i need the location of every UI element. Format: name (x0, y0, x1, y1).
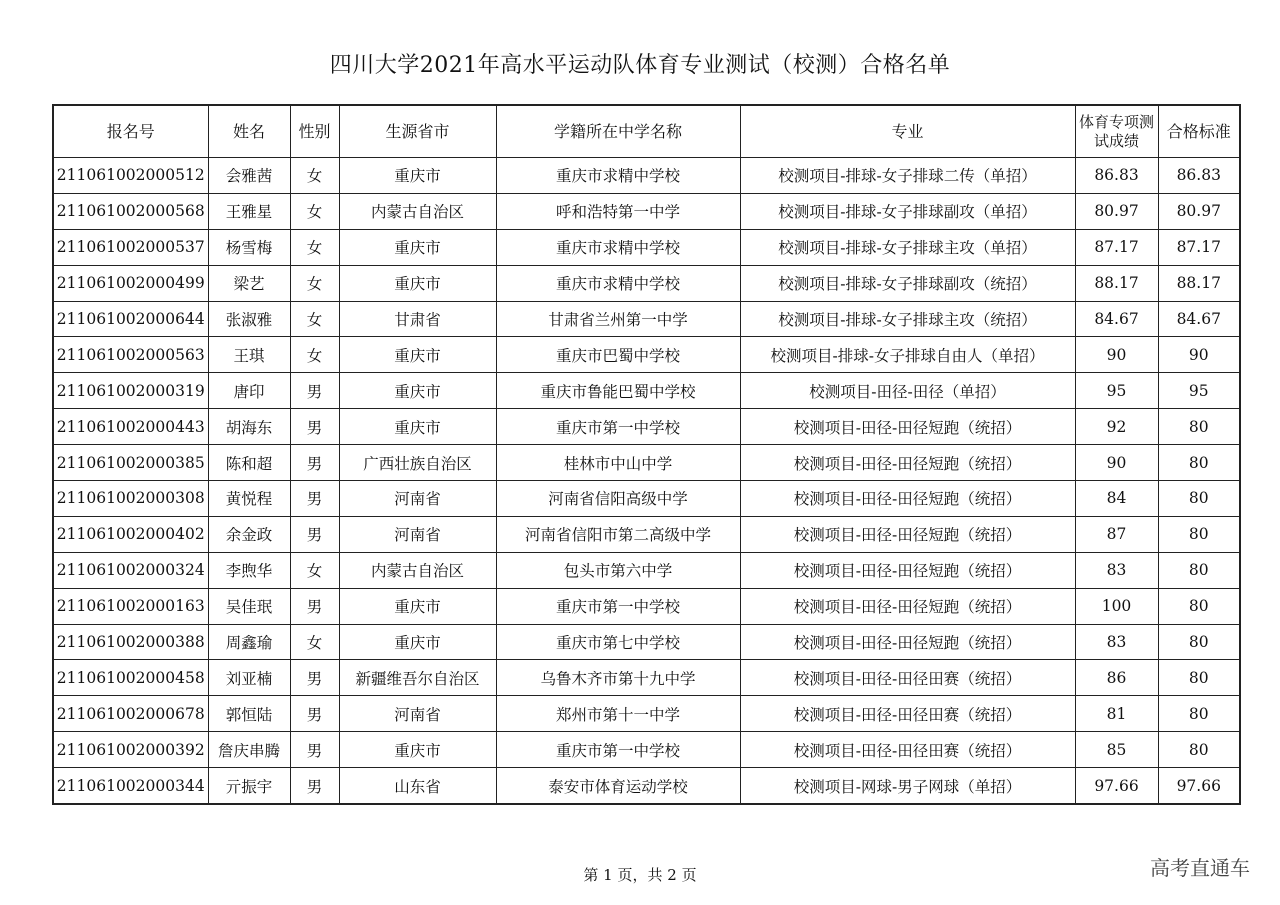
province-cell: 重庆市 (339, 373, 496, 409)
name-cell: 王琪 (208, 337, 290, 373)
gender-cell: 女 (290, 229, 339, 265)
school-cell: 重庆市第七中学校 (496, 624, 740, 660)
registration-number-cell: 211061002000308 (53, 481, 208, 517)
table-row (53, 337, 1240, 373)
gender-cell: 男 (290, 696, 339, 732)
registration-number-cell: 211061002000678 (53, 696, 208, 732)
registration-number-cell: 211061002000443 (53, 409, 208, 445)
gender-cell: 女 (290, 301, 339, 337)
header-test-score: 体育专项测试成绩 (1075, 105, 1158, 158)
registration-number-cell: 211061002000568 (53, 193, 208, 229)
province-cell: 重庆市 (339, 229, 496, 265)
table-header-row (53, 105, 1240, 158)
table-row (53, 265, 1240, 301)
qualifying-standard-cell: 88.17 (1158, 265, 1240, 301)
qualifying-standard-cell: 80 (1158, 696, 1240, 732)
qualifying-standard-cell: 80 (1158, 624, 1240, 660)
test-score-cell: 87 (1075, 516, 1158, 552)
gender-cell: 男 (290, 588, 339, 624)
major-cell: 校测项目-田径-田径短跑（统招） (740, 552, 1075, 588)
name-cell: 郭恒陆 (208, 696, 290, 732)
province-cell: 河南省 (339, 696, 496, 732)
name-cell: 陈和超 (208, 445, 290, 481)
table-row (53, 158, 1240, 194)
registration-number-cell: 211061002000563 (53, 337, 208, 373)
school-cell: 重庆市求精中学校 (496, 158, 740, 194)
qualifying-standard-cell: 80.97 (1158, 193, 1240, 229)
table-row (53, 732, 1240, 768)
test-score-cell: 80.97 (1075, 193, 1158, 229)
gender-cell: 男 (290, 409, 339, 445)
gender-cell: 男 (290, 660, 339, 696)
table-row (53, 229, 1240, 265)
province-cell: 重庆市 (339, 337, 496, 373)
province-cell: 重庆市 (339, 409, 496, 445)
province-cell: 河南省 (339, 481, 496, 517)
gender-cell: 男 (290, 445, 339, 481)
qualifying-standard-cell: 80 (1158, 660, 1240, 696)
header-registration-number: 报名号 (53, 105, 208, 158)
name-cell: 詹庆串腾 (208, 732, 290, 768)
major-cell: 校测项目-田径-田径短跑（统招） (740, 624, 1075, 660)
watermark: 高考直通车 (1150, 856, 1250, 880)
school-cell: 重庆市鲁能巴蜀中学校 (496, 373, 740, 409)
qualifying-standard-cell: 86.83 (1158, 158, 1240, 194)
major-cell: 校测项目-田径-田径短跑（统招） (740, 445, 1075, 481)
qualifying-standard-cell: 80 (1158, 732, 1240, 768)
test-score-cell: 81 (1075, 696, 1158, 732)
province-cell: 内蒙古自治区 (339, 193, 496, 229)
registration-number-cell: 211061002000644 (53, 301, 208, 337)
province-cell: 重庆市 (339, 624, 496, 660)
qualified-list-table (52, 104, 1241, 805)
province-cell: 内蒙古自治区 (339, 552, 496, 588)
school-cell: 重庆市巴蜀中学校 (496, 337, 740, 373)
table-row (53, 660, 1240, 696)
document-title: 四川大学2021年高水平运动队体育专业测试（校测）合格名单 (329, 53, 951, 78)
gender-cell: 女 (290, 193, 339, 229)
name-cell: 会雅茜 (208, 158, 290, 194)
name-cell: 唐印 (208, 373, 290, 409)
header-major: 专业 (740, 105, 1075, 158)
province-cell: 重庆市 (339, 158, 496, 194)
province-cell: 广西壮族自治区 (339, 445, 496, 481)
school-cell: 河南省信阳高级中学 (496, 481, 740, 517)
major-cell: 校测项目-排球-女子排球主攻（统招） (740, 301, 1075, 337)
table-row (53, 301, 1240, 337)
name-cell: 王雅星 (208, 193, 290, 229)
registration-number-cell: 211061002000499 (53, 265, 208, 301)
major-cell: 校测项目-排球-女子排球自由人（单招） (740, 337, 1075, 373)
registration-number-cell: 211061002000324 (53, 552, 208, 588)
name-cell: 亓振宇 (208, 768, 290, 804)
table-row (53, 588, 1240, 624)
table-body (53, 158, 1240, 805)
province-cell: 重庆市 (339, 265, 496, 301)
qualifying-standard-cell: 97.66 (1158, 768, 1240, 804)
test-score-cell: 86.83 (1075, 158, 1158, 194)
province-cell: 新疆维吾尔自治区 (339, 660, 496, 696)
qualifying-standard-cell: 80 (1158, 481, 1240, 517)
table-row (53, 624, 1240, 660)
test-score-cell: 97.66 (1075, 768, 1158, 804)
test-score-cell: 92 (1075, 409, 1158, 445)
registration-number-cell: 211061002000388 (53, 624, 208, 660)
province-cell: 重庆市 (339, 588, 496, 624)
test-score-cell: 86 (1075, 660, 1158, 696)
gender-cell: 男 (290, 516, 339, 552)
table-row (53, 696, 1240, 732)
qualifying-standard-cell: 84.67 (1158, 301, 1240, 337)
major-cell: 校测项目-排球-女子排球二传（单招） (740, 158, 1075, 194)
major-cell: 校测项目-田径-田径（单招） (740, 373, 1075, 409)
table-row (53, 373, 1240, 409)
page-number: 第 1 页，共 2 页 (583, 866, 697, 884)
qualifying-standard-cell: 80 (1158, 445, 1240, 481)
province-cell: 甘肃省 (339, 301, 496, 337)
qualifying-standard-cell: 80 (1158, 552, 1240, 588)
table-row (53, 481, 1240, 517)
province-cell: 山东省 (339, 768, 496, 804)
test-score-cell: 95 (1075, 373, 1158, 409)
test-score-cell: 85 (1075, 732, 1158, 768)
name-cell: 周鑫瑜 (208, 624, 290, 660)
test-score-cell: 84 (1075, 481, 1158, 517)
province-cell: 重庆市 (339, 732, 496, 768)
name-cell: 刘亚楠 (208, 660, 290, 696)
province-cell: 河南省 (339, 516, 496, 552)
name-cell: 李煦华 (208, 552, 290, 588)
school-cell: 重庆市第一中学校 (496, 732, 740, 768)
registration-number-cell: 211061002000344 (53, 768, 208, 804)
registration-number-cell: 211061002000163 (53, 588, 208, 624)
gender-cell: 男 (290, 732, 339, 768)
qualifying-standard-cell: 80 (1158, 516, 1240, 552)
major-cell: 校测项目-排球-女子排球主攻（单招） (740, 229, 1075, 265)
school-cell: 重庆市第一中学校 (496, 409, 740, 445)
gender-cell: 男 (290, 481, 339, 517)
name-cell: 黄悦程 (208, 481, 290, 517)
header-qualifying-standard: 合格标准 (1158, 105, 1240, 158)
test-score-cell: 83 (1075, 624, 1158, 660)
registration-number-cell: 211061002000512 (53, 158, 208, 194)
test-score-cell: 90 (1075, 445, 1158, 481)
name-cell: 吴佳珉 (208, 588, 290, 624)
school-cell: 郑州市第十一中学 (496, 696, 740, 732)
qualifying-standard-cell: 80 (1158, 588, 1240, 624)
gender-cell: 女 (290, 624, 339, 660)
registration-number-cell: 211061002000385 (53, 445, 208, 481)
gender-cell: 女 (290, 552, 339, 588)
major-cell: 校测项目-田径-田径短跑（统招） (740, 588, 1075, 624)
school-cell: 甘肃省兰州第一中学 (496, 301, 740, 337)
qualifying-standard-cell: 87.17 (1158, 229, 1240, 265)
name-cell: 胡海东 (208, 409, 290, 445)
school-cell: 乌鲁木齐市第十九中学 (496, 660, 740, 696)
school-cell: 桂林市中山中学 (496, 445, 740, 481)
header-school: 学籍所在中学名称 (496, 105, 740, 158)
school-cell: 重庆市求精中学校 (496, 229, 740, 265)
test-score-cell: 88.17 (1075, 265, 1158, 301)
major-cell: 校测项目-排球-女子排球副攻（单招） (740, 193, 1075, 229)
major-cell: 校测项目-排球-女子排球副攻（统招） (740, 265, 1075, 301)
table-row (53, 552, 1240, 588)
school-cell: 重庆市求精中学校 (496, 265, 740, 301)
school-cell: 呼和浩特第一中学 (496, 193, 740, 229)
major-cell: 校测项目-田径-田径短跑（统招） (740, 409, 1075, 445)
major-cell: 校测项目-网球-男子网球（单招） (740, 768, 1075, 804)
school-cell: 河南省信阳市第二高级中学 (496, 516, 740, 552)
table-row (53, 409, 1240, 445)
registration-number-cell: 211061002000537 (53, 229, 208, 265)
gender-cell: 女 (290, 158, 339, 194)
name-cell: 张淑雅 (208, 301, 290, 337)
registration-number-cell: 211061002000392 (53, 732, 208, 768)
name-cell: 杨雪梅 (208, 229, 290, 265)
gender-cell: 女 (290, 337, 339, 373)
test-score-cell: 83 (1075, 552, 1158, 588)
table-row (53, 193, 1240, 229)
gender-cell: 男 (290, 373, 339, 409)
major-cell: 校测项目-田径-田径田赛（统招） (740, 732, 1075, 768)
header-province: 生源省市 (339, 105, 496, 158)
major-cell: 校测项目-田径-田径短跑（统招） (740, 516, 1075, 552)
test-score-cell: 90 (1075, 337, 1158, 373)
qualifying-standard-cell: 90 (1158, 337, 1240, 373)
major-cell: 校测项目-田径-田径田赛（统招） (740, 660, 1075, 696)
school-cell: 泰安市体育运动学校 (496, 768, 740, 804)
major-cell: 校测项目-田径-田径田赛（统招） (740, 696, 1075, 732)
gender-cell: 男 (290, 768, 339, 804)
test-score-cell: 100 (1075, 588, 1158, 624)
school-cell: 重庆市第一中学校 (496, 588, 740, 624)
table-row (53, 516, 1240, 552)
table-row (53, 445, 1240, 481)
major-cell: 校测项目-田径-田径短跑（统招） (740, 481, 1075, 517)
header-gender: 性别 (290, 105, 339, 158)
registration-number-cell: 211061002000402 (53, 516, 208, 552)
registration-number-cell: 211061002000319 (53, 373, 208, 409)
qualifying-standard-cell: 80 (1158, 409, 1240, 445)
name-cell: 梁艺 (208, 265, 290, 301)
name-cell: 余金政 (208, 516, 290, 552)
header-name: 姓名 (208, 105, 290, 158)
qualifying-standard-cell: 95 (1158, 373, 1240, 409)
school-cell: 包头市第六中学 (496, 552, 740, 588)
test-score-cell: 84.67 (1075, 301, 1158, 337)
gender-cell: 女 (290, 265, 339, 301)
registration-number-cell: 211061002000458 (53, 660, 208, 696)
table-row (53, 768, 1240, 804)
test-score-cell: 87.17 (1075, 229, 1158, 265)
